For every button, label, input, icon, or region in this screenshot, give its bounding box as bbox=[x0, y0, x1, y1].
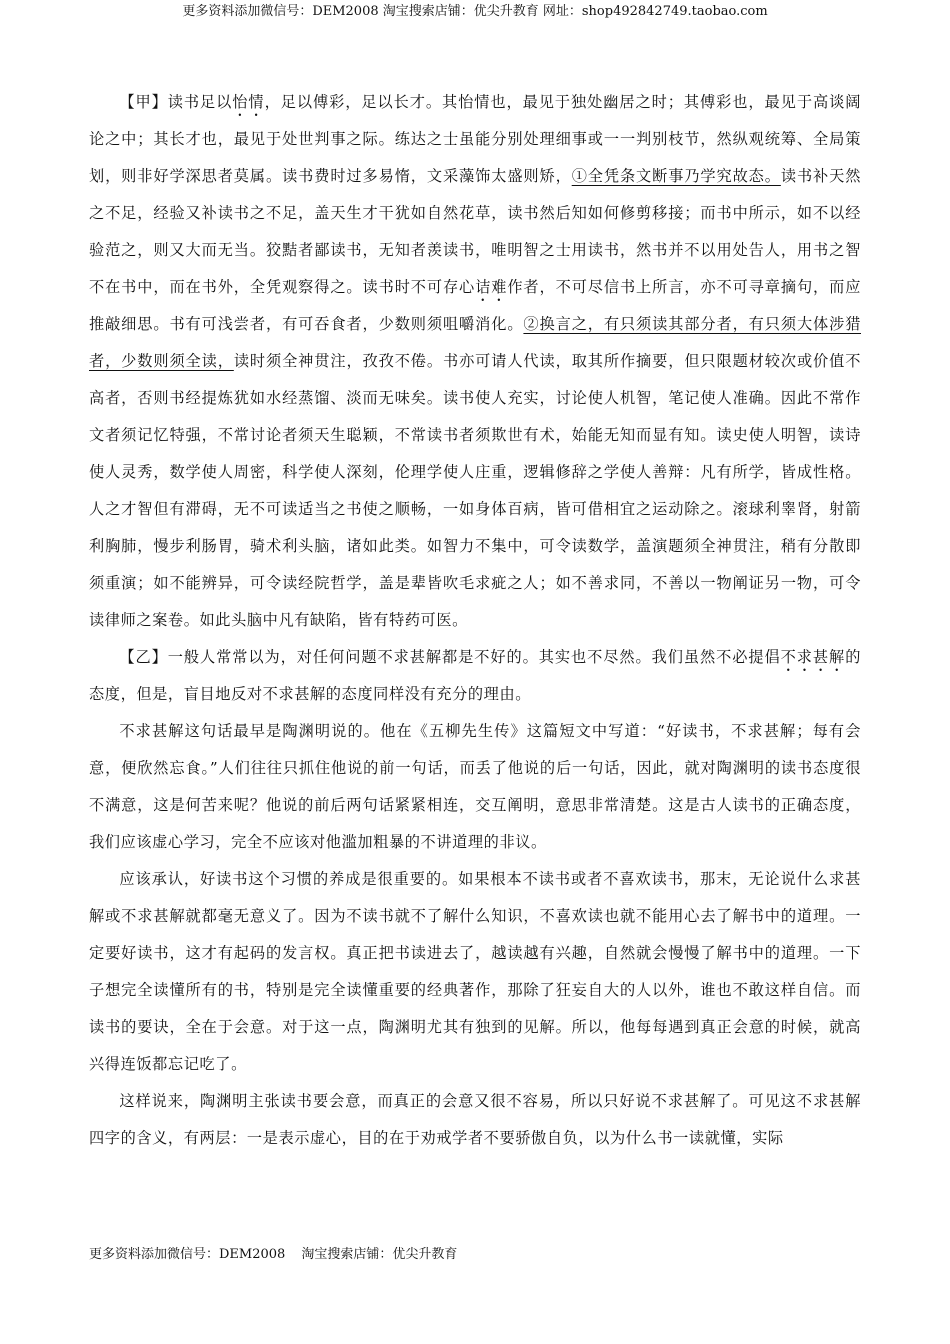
passage-yi-p1-text-b: 的态度，但是，盲目地反对不求甚解的态度同样没有充分的理由。 bbox=[89, 648, 861, 703]
passage-yi-paragraph-1 bbox=[89, 639, 861, 713]
emphasized-phrase-buqiushenjie: 不求甚解 bbox=[780, 648, 846, 666]
passage-yi-paragraph-3: 应该承认，好读书这个习惯的养成是很重要的。如果根本不读书或者不喜欢读书，那末，无论说什么求甚解或不求甚解就都毫无意义了。因为不读书就不了解什么知识，不喜欢读也就不能用心去了解书中的道理。一定要好读书，这才有起码的发言权。真正把书读进去了，越读越有兴趣，自然就会慢慢了解书中的道理。一下子想完全读懂所有的书，特别是完全读懂重要的经典著作，那除了狂妄自大的人以外，谁也不敢这样自信。而读书的要诀，全在于会意。对于这一点，陶渊明尤其有独到的见解。所以，他每每遇到真正会意的时候，就高兴得连饭都忘记吃了。 bbox=[89, 870, 861, 1073]
passage-jia-text-2: ，足以傅彩，足以长才。其怡情也，最见于独处幽居之时；其傅彩也，最见于高谈阔论之中；其长才也，最见于处世判事之际。练达之士虽能分别处理细事或一一判别枝节，然纵观统筹、全局策划，则非好学深思者莫属。读书费时过多易惰，文采藻饰太盛则矫， bbox=[89, 93, 861, 185]
article-body bbox=[89, 84, 861, 1157]
emphasized-word-yiqing: 怡情 bbox=[232, 93, 265, 111]
passage-jia-label: 【甲】 bbox=[119, 93, 168, 111]
page-footer bbox=[89, 1246, 457, 1264]
emphasized-word-jienan: 诘难 bbox=[475, 278, 508, 296]
passage-jia-text-1: 读书足以 bbox=[167, 93, 233, 111]
passage-jia-text-3: 读书补天然之不足，经验又补读书之不足，盖天生才干犹如自然花草，读书然后知如何修剪移接；而书中所示，如不以经验范之，则又大而无当。狡黠者鄙读书，无知者羡读书，唯明智之士用读书，然书并不以用处告人，用书之智不在书中，而在书外，全凭观察得之。读书时不可存心 bbox=[89, 167, 862, 296]
footer-shop: 淘宝搜索店铺：优尖升教育 bbox=[301, 1247, 458, 1262]
underlined-sentence-2: ②换言之，有只须读其部分者，有只须大体涉猎者，少数则须全读， bbox=[89, 315, 861, 370]
footer-wechat: 更多资料添加微信号：DEM2008 bbox=[89, 1247, 286, 1262]
passage-yi-paragraph-4: 这样说来，陶渊明主张读书要会意，而真正的会意又很不容易，所以只好说不求甚解了。可见这不求甚解四字的含义，有两层：一是表示虚心，目的在于劝戒学者不要骄傲自负，以为什么书一读就懂，实际 bbox=[89, 1092, 861, 1147]
passage-yi-label: 【乙】 bbox=[119, 648, 168, 666]
passage-jia-text-4: 作者，不可尽信书上所言，亦不可寻章摘句，而应推敲细思。书有可浅尝者，有可吞食者，少数则须咀嚼消化。 bbox=[89, 278, 862, 333]
passage-jia bbox=[89, 84, 861, 639]
passage-jia-text-5: 读时须全神贯注，孜孜不倦。书亦可请人代读，取其所作摘要，但只限题材较次或价值不高者，否则书经提炼犹如水经蒸馏、淡而无味矣。读书使人充实，讨论使人机智，笔记使人准确。因此不常作文者须记忆特强，不常讨论者须天生聪颖，不常读书者须欺世有术，始能无知而显有知。读史使人明智，读诗使人灵秀，数学使人周密，科学使人深刻，伦理学使人庄重，逻辑修辞之学使人善辩：凡有所学，皆成性格。人之才智但有滞碍，无不可读适当之书使之顺畅，一如身体百病，皆可借相宜之运动除之。滚球利睾肾，射箭利胸肺，慢步利肠胃，骑术利头脑，诸如此类。如智力不集中，可令读数学，盖演题须全神贯注，稍有分散即须重演；如不能辨异，可令读经院哲学，盖是辈皆吹毛求疵之人；如不善求同，不善以一物阐证另一物，可令读律师之案卷。如此头脑中凡有缺陷，皆有特药可医。 bbox=[89, 352, 861, 629]
passage-yi-p1-text-a: 一般人常常以为，对任何问题不求甚解都是不好的。其实也不尽然。我们虽然不必提倡 bbox=[167, 648, 781, 666]
underlined-sentence-1: ①全凭条文断事乃学究故态。 bbox=[571, 167, 781, 185]
page-header: 更多资料添加微信号：DEM2008 淘宝搜索店铺：优尖升教育 网址：shop492842749.taobao.com bbox=[182, 4, 768, 19]
passage-yi-paragraph-2: 不求甚解这句话最早是陶渊明说的。他在《五柳先生传》这篇短文中写道：“好读书，不求甚解；每有会意，便欣然忘食。”人们往往只抓住他说的前一句话，而丢了他说的后一句话，因此，就对陶渊明的读书态度很不满意，这是何苦来呢？他说的前后两句话紧紧相连，交互阐明，意思非常清楚。这是古人读书的正确态度，我们应该虚心学习，完全不应该对他滥加粗暴的不讲道理的非议。 bbox=[89, 722, 861, 851]
